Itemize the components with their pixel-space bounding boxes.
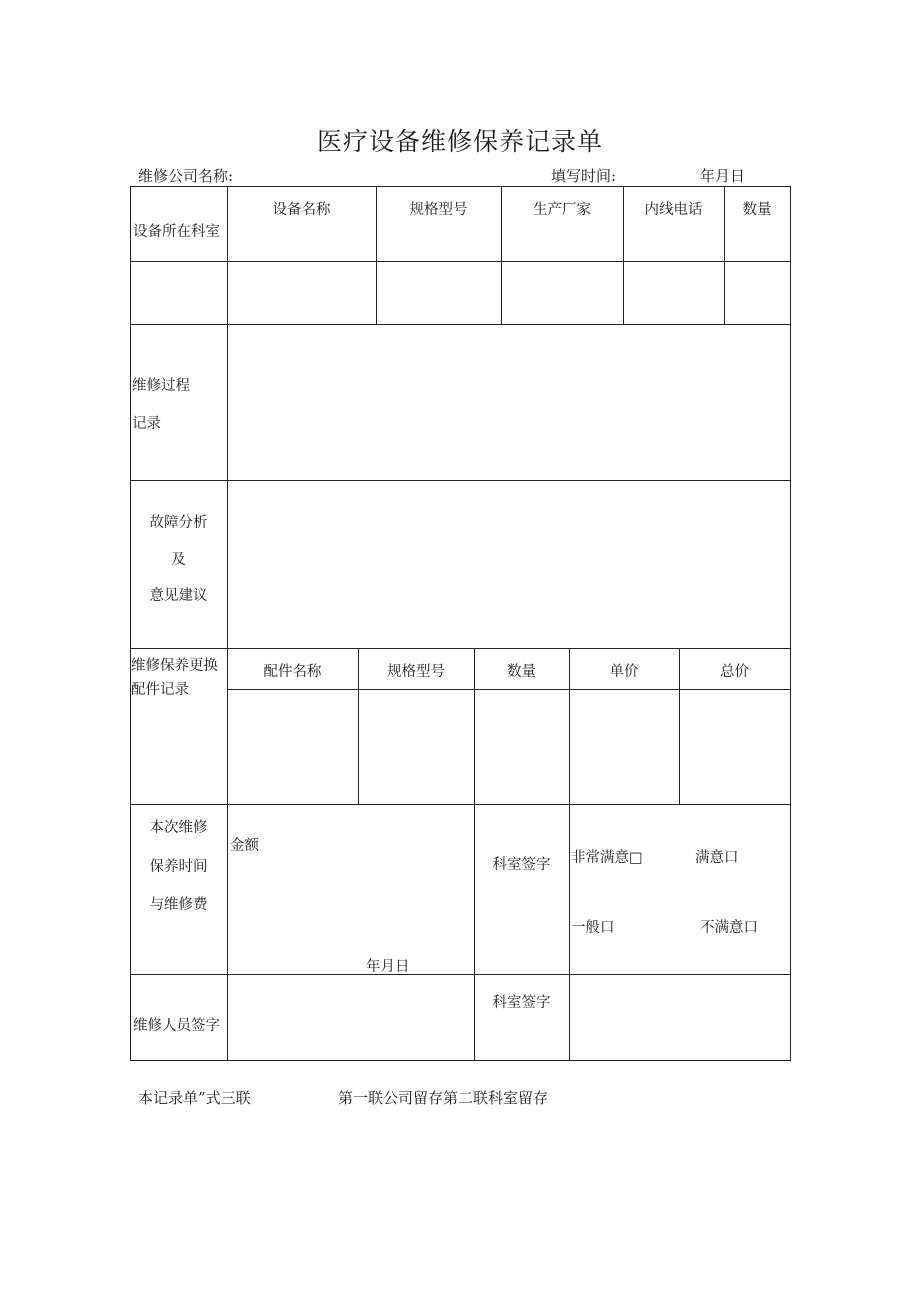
col-header-manufacturer: 生产厂家 bbox=[533, 202, 591, 218]
parts-col-quantity: 数量 bbox=[507, 664, 536, 680]
row-line bbox=[130, 480, 791, 481]
fault-label-line3: 意见建议 bbox=[149, 588, 208, 604]
parts-col-model: 规格型号 bbox=[387, 664, 445, 680]
option-satisfied[interactable]: 满意口 bbox=[695, 850, 739, 866]
fault-label-line1: 故障分析 bbox=[149, 515, 208, 531]
fill-time-label: 填写时间: bbox=[551, 167, 617, 185]
parts-label-line1: 维修保养更换 bbox=[131, 658, 218, 674]
process-label-line1: 维修过程 bbox=[132, 378, 190, 394]
fault-label-line2: 及 bbox=[171, 552, 186, 568]
parts-col-total-price: 总价 bbox=[720, 664, 749, 680]
company-label: 维修公司名称: bbox=[138, 167, 234, 185]
cost-label-line3: 与维修费 bbox=[149, 897, 208, 913]
footer-retention-note: 第一联公司留存第二联科室留存 bbox=[338, 1089, 549, 1107]
col-line bbox=[227, 186, 228, 1061]
amount-label: 金额 bbox=[230, 838, 259, 854]
row-line bbox=[130, 804, 791, 805]
col-line bbox=[474, 804, 475, 1060]
col-line bbox=[569, 804, 570, 1060]
parts-label-line2: 配件记录 bbox=[131, 682, 189, 698]
staff-dept-sign-label: 科室签字 bbox=[492, 995, 551, 1011]
cost-label-line1: 本次维修 bbox=[149, 820, 208, 836]
table-border-left bbox=[130, 186, 131, 1061]
cost-label-line2: 保养时间 bbox=[149, 859, 208, 875]
staff-sign-label: 维修人员签字 bbox=[133, 1018, 220, 1034]
footer-copies-note: 本记录单”式三联 bbox=[138, 1089, 251, 1107]
option-unsatisfied[interactable]: 不满意口 bbox=[700, 920, 758, 936]
option-average[interactable]: 一般口 bbox=[571, 920, 615, 936]
table-border-right bbox=[790, 186, 791, 1061]
row-line bbox=[130, 648, 791, 649]
page-title: 医疗设备维修保养记录单 bbox=[316, 127, 603, 156]
cost-date-label: 年月日 bbox=[366, 959, 410, 975]
option-very-satisfied[interactable]: 非常满意□ bbox=[571, 850, 643, 866]
dept-label: 设备所在科室 bbox=[133, 224, 220, 240]
row-line bbox=[227, 689, 791, 690]
process-label-line2: 记录 bbox=[132, 416, 161, 432]
table-border-bottom bbox=[130, 1060, 791, 1061]
fill-date-label: 年月日 bbox=[700, 167, 746, 185]
col-header-extension: 内线电话 bbox=[644, 202, 703, 218]
row-line bbox=[130, 261, 791, 262]
table-border-top bbox=[130, 186, 791, 187]
dept-sign-label: 科室签字 bbox=[492, 857, 551, 873]
col-header-model: 规格型号 bbox=[409, 202, 468, 218]
parts-col-unit-price: 单价 bbox=[609, 664, 639, 680]
col-header-equipment-name: 设备名称 bbox=[272, 202, 331, 218]
row-line bbox=[130, 324, 791, 325]
parts-col-name: 配件名称 bbox=[263, 664, 322, 680]
col-header-quantity: 数量 bbox=[742, 202, 772, 218]
row-line bbox=[130, 974, 791, 975]
